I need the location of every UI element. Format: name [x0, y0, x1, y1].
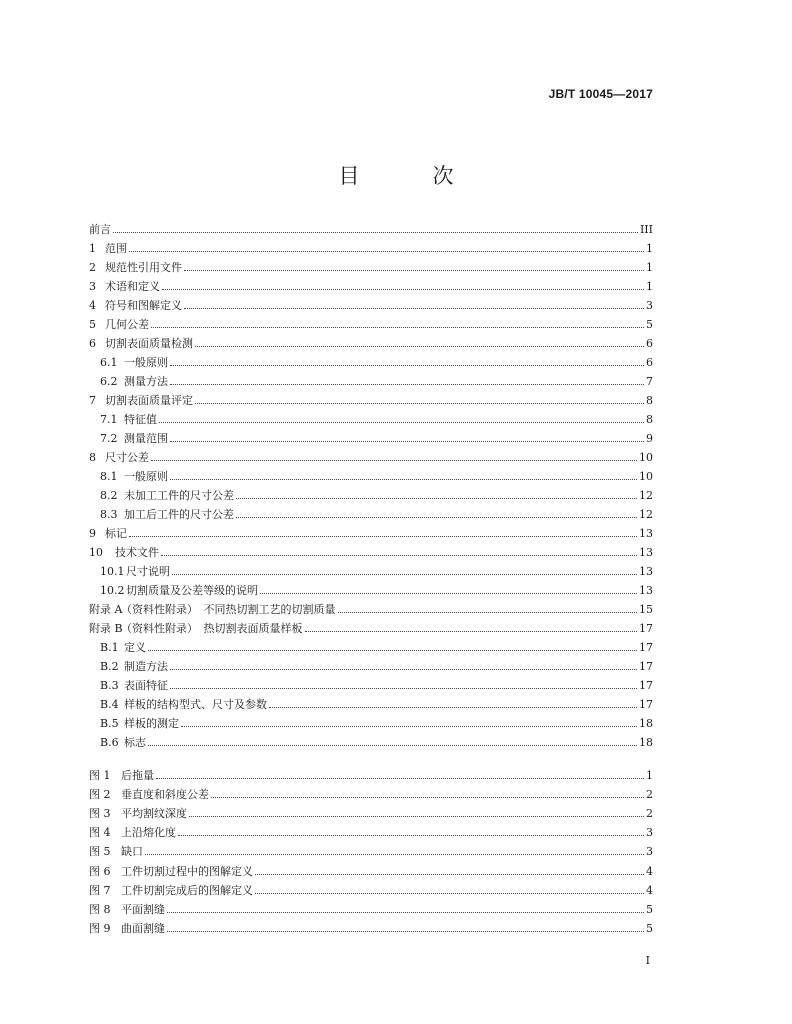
toc-entry-label: 前言 [89, 223, 111, 236]
dot-leader [260, 592, 637, 594]
dot-leader [255, 873, 644, 875]
toc-entry-label: 一般原则 [124, 356, 168, 369]
figure-entry-number: 图 9 [89, 921, 111, 935]
toc-entry-page: 13 [639, 584, 653, 597]
dot-leader [129, 535, 637, 537]
figure-entry-page: 3 [646, 845, 653, 859]
toc-entry-label: 样板的测定 [124, 717, 179, 730]
figure-entry-page: 5 [646, 902, 653, 916]
toc-entry-page: 6 [646, 337, 653, 350]
toc-entry[interactable] [89, 619, 653, 635]
dot-leader [170, 478, 637, 480]
figure-entry-label: 平面割缝 [121, 902, 165, 916]
toc-entry-page: 8 [646, 394, 653, 407]
toc-entry-label: 特征值 [124, 413, 157, 426]
dot-leader [129, 250, 644, 252]
toc-entry-page: 18 [639, 717, 653, 730]
toc-entry-label: 规范性引用文件 [105, 261, 182, 274]
toc-entry-page: 17 [639, 660, 653, 673]
dot-leader [338, 611, 638, 613]
page-number: I [645, 954, 650, 967]
toc-entry-page: 13 [639, 565, 653, 578]
toc-entry[interactable] [89, 353, 653, 369]
toc-entry-number: 2 [89, 261, 96, 274]
toc-entry[interactable] [89, 258, 653, 274]
toc-entry-page: 1 [646, 242, 653, 255]
figure-entry-label: 缺口 [121, 845, 143, 859]
figure-entry-number: 图 8 [89, 902, 111, 916]
dot-leader [156, 777, 644, 779]
figure-entry-page: 2 [646, 788, 653, 802]
toc-entry[interactable] [89, 486, 653, 502]
dot-leader [170, 687, 637, 689]
dot-leader [148, 744, 637, 746]
toc-entry-page: 9 [646, 432, 653, 445]
figure-entry-page: 5 [646, 921, 653, 935]
toc-entry-page: 6 [646, 356, 653, 369]
toc-entry-page: 17 [639, 698, 653, 711]
toc-entry-number: 5 [89, 318, 96, 331]
toc-entry-number: B.4 [100, 698, 119, 711]
toc-entry-number: 9 [89, 527, 96, 540]
toc-entry-page: 12 [639, 489, 653, 502]
toc-entry-label: 切割表面质量检测 [105, 337, 193, 350]
figure-entry-label: 工件切割过程中的图解定义 [121, 864, 253, 878]
toc-entry-page: 12 [639, 508, 653, 521]
figure-entry-number: 图 1 [89, 769, 111, 782]
toc-entry[interactable] [89, 277, 653, 293]
toc-entry-page: 10 [639, 470, 653, 483]
toc-entry[interactable] [89, 714, 653, 730]
figure-entry[interactable] [89, 823, 653, 839]
toc-entry-label: 表面特征 [124, 679, 168, 692]
toc-entry[interactable] [89, 562, 653, 578]
toc-entry-number: 7.2 [100, 432, 118, 445]
toc-entry[interactable] [89, 581, 653, 597]
figure-entry[interactable] [89, 919, 653, 935]
toc-entry[interactable] [89, 467, 653, 483]
dot-leader [211, 796, 644, 798]
dot-leader [145, 853, 644, 855]
toc-entry-page: 1 [646, 280, 653, 293]
toc-entry-label: 定义 [124, 641, 146, 654]
figure-entry-number: 图 7 [89, 883, 111, 897]
dot-leader [170, 440, 644, 442]
dot-leader [113, 231, 638, 233]
figure-entry-page: 2 [646, 807, 653, 821]
toc-entry-page: 15 [639, 603, 653, 616]
toc-entry-number: 附录 B [89, 622, 123, 635]
toc-entry[interactable] [89, 543, 653, 559]
dot-leader [181, 725, 637, 727]
toc-entry-page: 18 [639, 736, 653, 749]
toc-entry-label: （资料性附录） 不同热切割工艺的切割质量 [121, 603, 336, 616]
dot-leader [178, 834, 644, 836]
toc-entry-label: 尺寸说明 [126, 565, 170, 578]
dot-leader [172, 573, 637, 575]
figure-entry-label: 曲面割缝 [121, 921, 165, 935]
toc-entry-number: B.1 [100, 641, 119, 654]
toc-entry-page: 17 [639, 622, 653, 635]
dot-leader [159, 421, 644, 423]
dot-leader [170, 364, 644, 366]
toc-entry[interactable] [89, 733, 653, 749]
toc-entry-number: 8.1 [100, 470, 118, 483]
figure-entry-number: 图 2 [89, 788, 111, 802]
toc-entry-number: B.3 [100, 679, 119, 692]
figure-entry-number: 图 3 [89, 807, 111, 821]
toc-entry[interactable] [89, 676, 653, 692]
figure-entry-page: 4 [646, 864, 653, 878]
toc-entry[interactable] [89, 600, 653, 616]
toc-entry[interactable] [89, 448, 653, 464]
toc-entry-number: 8 [89, 451, 96, 464]
figure-entry-label: 工件切割完成后的图解定义 [121, 883, 253, 897]
toc-entry[interactable] [89, 410, 653, 426]
toc-entry-page: 5 [646, 318, 653, 331]
figure-entry[interactable] [89, 881, 653, 897]
toc-entry[interactable] [89, 315, 653, 331]
dot-leader [184, 269, 644, 271]
toc-entry-number: 7.1 [100, 413, 118, 426]
toc-entry-number: 8.2 [100, 489, 118, 502]
toc-entry-number: B.2 [100, 660, 119, 673]
figure-entry-page: 1 [646, 769, 653, 782]
dot-leader [151, 326, 644, 328]
toc-entry-number: 1 [89, 242, 96, 255]
toc-entry-number: B.5 [100, 717, 119, 730]
toc-entry-label: 切割质量及公差等级的说明 [126, 584, 258, 597]
dot-leader [195, 345, 644, 347]
toc-entry-page: 3 [646, 299, 653, 312]
toc-entry-label: 测量方法 [124, 375, 168, 388]
toc-entry-label: 标记 [105, 527, 127, 540]
toc-entry-number: 10 [89, 546, 103, 559]
toc-entry-number: 8.3 [100, 508, 118, 521]
figure-entry-number: 图 6 [89, 864, 111, 878]
toc-entry-number: 10.1 [100, 565, 125, 578]
toc-entry-number: 4 [89, 299, 96, 312]
toc-entry-page: 13 [639, 527, 653, 540]
toc-entry[interactable] [89, 638, 653, 654]
dot-leader [184, 307, 644, 309]
dot-leader [305, 630, 638, 632]
toc-entry-label: 符号和图解定义 [105, 299, 182, 312]
dot-leader [255, 892, 644, 894]
toc-entry[interactable] [89, 524, 653, 540]
toc-entry[interactable] [89, 505, 653, 521]
toc-entry-label: 几何公差 [105, 318, 149, 331]
figure-entry[interactable] [89, 900, 653, 916]
figure-entry-page: 4 [646, 883, 653, 897]
figure-entry[interactable] [89, 785, 653, 801]
toc-entry[interactable] [89, 657, 653, 673]
figure-entry-label: 后拖量 [121, 769, 154, 782]
figure-entry-label: 上沿熔化度 [121, 826, 176, 840]
figure-entry-number: 图 5 [89, 845, 111, 859]
toc-entry[interactable] [89, 334, 653, 350]
figure-entry[interactable] [89, 862, 653, 878]
toc-entry-number: 6.2 [100, 375, 118, 388]
dot-leader [170, 668, 637, 670]
toc-entry-label: 加工后工件的尺寸公差 [124, 508, 234, 521]
toc-entry-label: 一般原则 [124, 470, 168, 483]
toc-entry-label: （资料性附录） 热切割表面质量样板 [121, 622, 303, 635]
toc-entry-page: 13 [639, 546, 653, 559]
toc-entry[interactable] [89, 296, 653, 312]
toc-entry-number: 7 [89, 394, 96, 407]
toc-entry-number: B.6 [100, 736, 119, 749]
toc-entry-page: 1 [646, 261, 653, 274]
toc-entry-page: 7 [646, 375, 653, 388]
dot-leader [167, 930, 644, 932]
figure-entry[interactable] [89, 766, 653, 782]
figure-entry[interactable] [89, 842, 653, 858]
toc-entry-label: 术语和定义 [105, 280, 160, 293]
figure-entry-label: 垂直度和斜度公差 [121, 788, 209, 802]
toc-entry-label: 技术文件 [115, 546, 159, 559]
toc-entry-label: 测量范围 [124, 432, 168, 445]
toc-entry-number: 6.1 [100, 356, 118, 369]
dot-leader [236, 516, 637, 518]
toc-entry-label: 未加工工件的尺寸公差 [124, 489, 234, 502]
figure-entry-label: 平均割纹深度 [121, 807, 187, 821]
toc-entry[interactable] [89, 391, 653, 407]
toc-entry-label: 尺寸公差 [105, 451, 149, 464]
dot-leader [162, 288, 644, 290]
toc-entry-page: 17 [639, 641, 653, 654]
toc-entry[interactable] [89, 429, 653, 445]
dot-leader [148, 649, 637, 651]
toc-entry-number: 3 [89, 280, 96, 293]
dot-leader [236, 497, 637, 499]
figure-entry[interactable] [89, 804, 653, 820]
toc-entry-number: 6 [89, 337, 96, 350]
toc-entry-number: 10.2 [100, 584, 125, 597]
toc-entry-page: 17 [639, 679, 653, 692]
dot-leader [170, 383, 644, 385]
dot-leader [161, 554, 637, 556]
toc-entry-label: 制造方法 [124, 660, 168, 673]
dot-leader [167, 911, 644, 913]
toc-entry[interactable] [89, 239, 653, 255]
standard-code: JB/T 10045—2017 [548, 87, 653, 101]
dot-leader [151, 459, 637, 461]
toc-entry-label: 切割表面质量评定 [105, 394, 193, 407]
toc-entry-number: 附录 A [89, 603, 123, 616]
toc-entry-page: 8 [646, 413, 653, 426]
toc-entry-page: III [639, 223, 653, 236]
toc-entry-page: 10 [639, 451, 653, 464]
figure-entry-page: 3 [646, 826, 653, 840]
toc-entry-label: 样板的结构型式、尺寸及参数 [124, 698, 267, 711]
dot-leader [189, 815, 644, 817]
toc-entry[interactable] [89, 372, 653, 388]
dot-leader [195, 402, 644, 404]
dot-leader [269, 706, 637, 708]
page-title: 目 次 [338, 164, 480, 188]
toc-entry[interactable] [89, 220, 653, 236]
toc-entry-label: 标志 [124, 736, 146, 749]
toc-entry[interactable] [89, 695, 653, 711]
figure-entry-number: 图 4 [89, 826, 111, 840]
toc-entry-label: 范围 [105, 242, 127, 255]
